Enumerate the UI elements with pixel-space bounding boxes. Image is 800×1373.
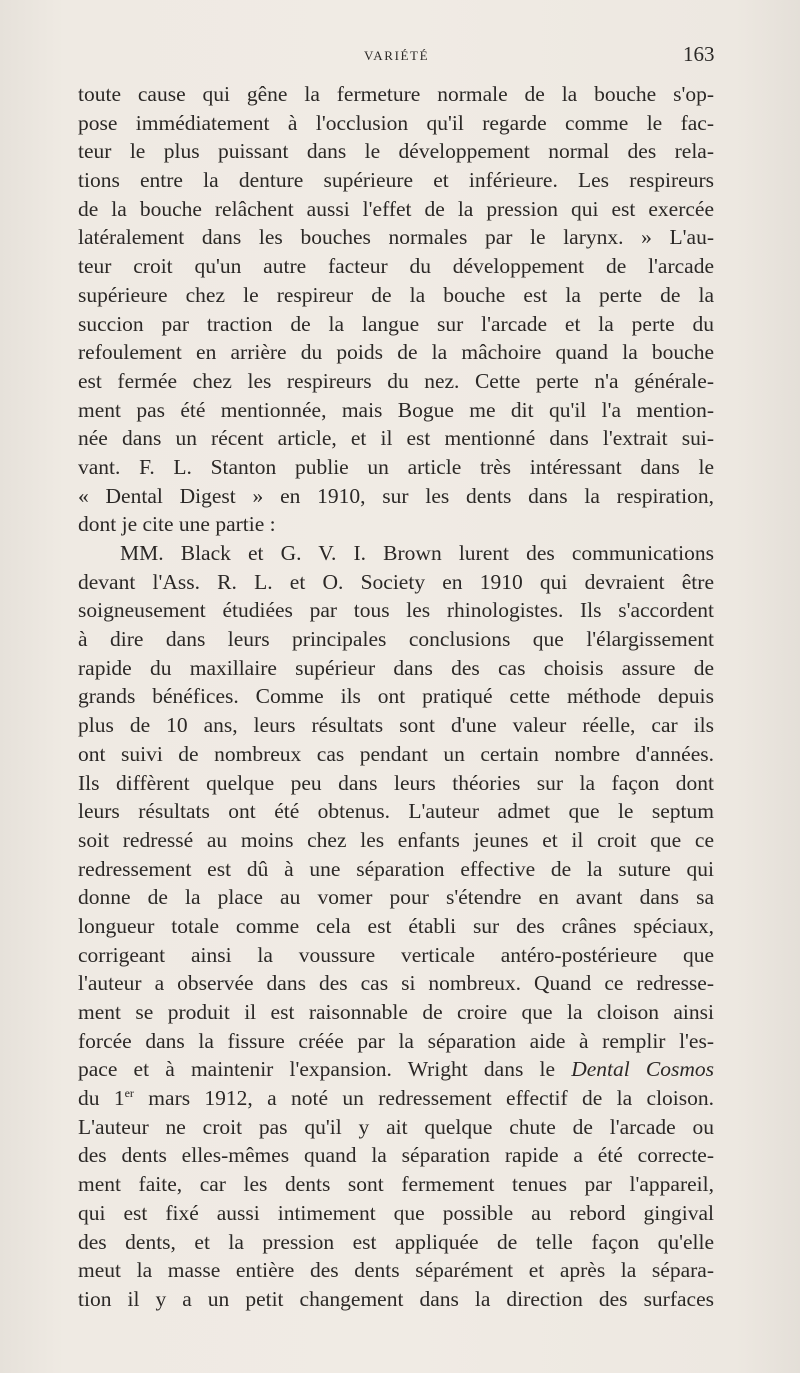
text-line-with-citation [78,1055,714,1084]
text-line: tion il y a un petit changement dans la direction des surfaces [78,1286,714,1311]
text-line: ment se produit il est raisonnable de croire que la cloison ainsi [78,1000,714,1024]
text-line: pose immédiatement à l'occlusion qu'il regarde comme le fac- [78,110,714,135]
text-segment: pace et à maintenir l'expansion. Wright dans le [78,1057,556,1082]
text-line: rapide du maxillaire supérieur dans des cas choisis assure de [78,655,714,680]
text-line: à dire dans leurs principales conclusions que l'élargissement [78,627,714,652]
text-line: redressement est dû à une séparation effective de la suture qui [78,856,714,881]
text-line: née dans un récent article, et il est mentionné dans l'extrait sui- [78,426,714,451]
text-line: teur le plus puissant dans le développement normal des rela- [78,139,714,164]
text-line: plus de 10 ans, leurs résultats sont d'une valeur réelle, car ils [78,713,714,738]
text-line: succion par traction de la langue sur l'arcade et la perte du [78,311,714,336]
journal-title: Dental Cosmos [571,1057,714,1082]
text-line: leurs résultats ont été obtenus. L'auteur admet que le septum [78,799,714,824]
text-segment: du [78,1086,100,1111]
text-line: longueur totale comme cela est établi sur des crânes spéciaux, [78,913,714,938]
text-line: dont je cite une partie : [78,512,276,537]
text-line: supérieure chez le respireur de la bouche est la perte de la [78,282,714,307]
text-line: Ils diffèrent quelque peu dans leurs théories sur la façon dont [78,770,714,795]
text-line: MM. Black et G. V. I. Brown lurent des communications [120,541,714,565]
text-line: grands bénéfices. Comme ils ont pratiqué cette méthode depuis [78,684,714,709]
text-line: « Dental Digest » en 1910, sur les dents dans la respiration, [78,483,714,508]
page-header [0,38,800,68]
text-line: soit redressé au moins chez les enfants jeunes et il croit que ce [78,827,714,852]
text-line: qui est fixé aussi intimement que possible au rebord gingival [78,1200,714,1225]
text-line: refoulement en arrière du poids de la mâchoire quand la bouche [78,340,714,365]
text-line: ont suivi de nombreux cas pendant un certain nombre d'années. [78,741,714,766]
text-line: corrigeant ainsi la voussure verticale antéro-postérieure que [78,942,714,967]
text-line: vant. F. L. Stanton publie un article très intéressant dans le [78,454,714,479]
text-line: devant l'Ass. R. L. et O. Society en 1910 qui devraient être [78,569,714,594]
text-line: donne de la place au vomer pour s'étendre en avant dans sa [78,885,714,910]
text-line: toute cause qui gêne la fermeture normale de la bouche s'op- [78,82,714,106]
text-line: de la bouche relâchent aussi l'effet de la pression qui est exercée [78,196,714,221]
running-title: VARIÉTÉ [364,48,430,63]
text-line: latéralement dans les bouches normales par le larynx. » L'au- [78,225,714,250]
text-line: ment pas été mentionnée, mais Bogue me dit qu'il l'a mention- [78,397,714,422]
text-line: tions entre la denture supérieure et inférieure. Les respireurs [78,168,714,193]
text-line: soigneusement étudiées par tous les rhinologistes. Ils s'accordent [78,598,714,623]
text-line: l'auteur a observée dans des cas si nombreux. Quand ce redresse- [78,971,714,996]
body-text [78,80,714,1314]
text-line-with-date: du 1er mars 1912, a noté un redressement effectif de la cloison. [78,1086,715,1111]
text-line: est fermée chez les respireurs du nez. Cette perte n'a générale- [78,368,714,393]
ordinal-suffix: er [124,1086,134,1101]
text-line: des dents, et la pression est appliquée de telle façon qu'elle [78,1229,714,1254]
text-line: L'auteur ne croit pas qu'il y ait quelque chute de l'arcade ou [78,1114,714,1139]
page-number: 163 [683,42,715,66]
text-line: ment faite, car les dents sont fermement tenues par l'appareil, [78,1172,714,1197]
text-segment: mars 1912, a noté un redressement effectif de la cloison. [148,1086,715,1111]
text-line: teur croit qu'un autre facteur du développement de l'arcade [78,254,714,279]
text-line: des dents elles-mêmes quand la séparation rapide a été correcte- [78,1143,714,1168]
text-line: meut la masse entière des dents séparément et après la sépara- [78,1258,714,1283]
text-line: forcée dans la fissure créée par la séparation aide à remplir l'es- [78,1028,714,1053]
